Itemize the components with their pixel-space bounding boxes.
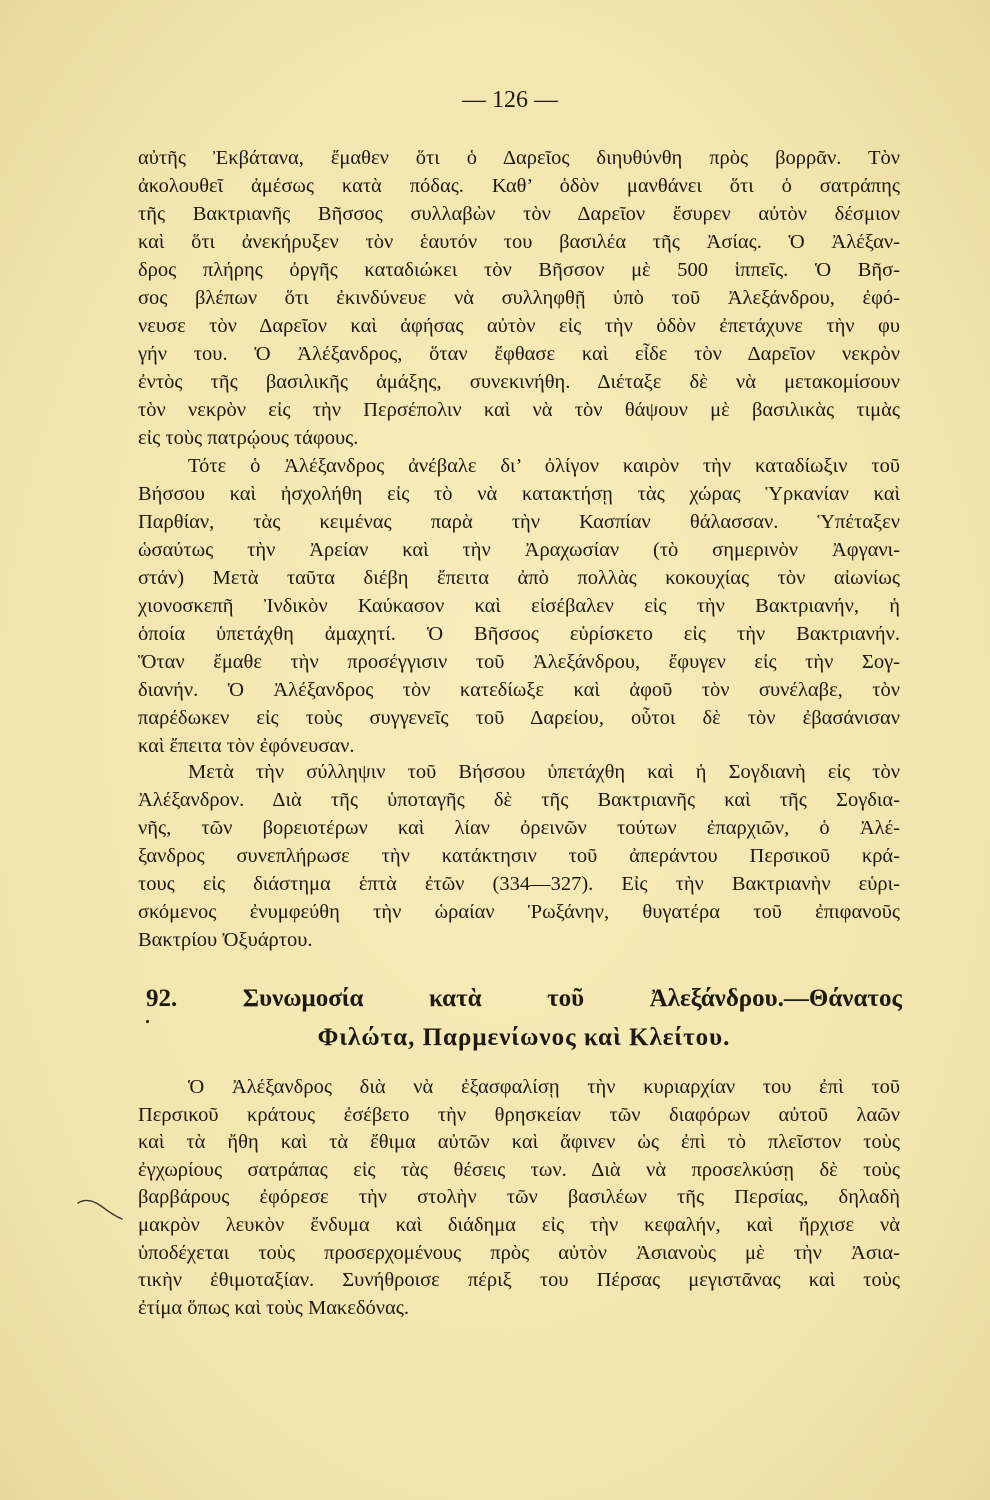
- text-line: Τότε ὁ Ἀλέξανδρος ἀνέβαλε δι’ ὀλίγον καιρὸν τὴν καταδίωξιν τοῦ: [188, 455, 900, 477]
- text-line: χιονοσκεπῆ Ἰνδικὸν Καύκασον καὶ εἰσέβαλεν εἰς τὴν Βακτριανήν, ἡ: [138, 595, 900, 617]
- text-line: ὁποία ὑπετάχθη ἀμαχητί. Ὁ Βῆσσος εὑρίσκετο εἰς τὴν Βακτριανήν.: [138, 623, 900, 645]
- text-line: νευσε τὸν Δαρεῖον καὶ ἀφήσας αὐτὸν εἰς τὴν ὁδὸν ἐπετάχυνε τὴν φυ: [138, 315, 900, 337]
- text-line: ἀκολουθεῖ ἀμέσως κατὰ πόδας. Καθ’ ὁδὸν μανθάνει ὅτι ὁ σατράπης: [138, 175, 900, 197]
- text-line: σκόμενος ἐνυμφεύθη τὴν ὡραίαν Ῥωξάνην, θυγατέρα τοῦ ἐπιφανοῦς: [138, 901, 900, 923]
- text-line: τὸν νεκρὸν εἰς τὴν Περσέπολιν καὶ νὰ τὸν θάψουν μὲ βασιλικὰς τιμὰς: [138, 399, 900, 421]
- text-line: νῆς, τῶν βορειοτέρων καὶ λίαν ὀρεινῶν τούτων ἐπαρχιῶν, ὁ Ἀλέ-: [138, 817, 900, 839]
- text-line: Περσικοῦ κράτους ἐσέβετο τὴν θρησκείαν τῶν διαφόρων αὐτοῦ λαῶν: [138, 1103, 900, 1126]
- text-line: Ἀλέξανδρον. Διὰ τῆς ὑποταγῆς δὲ τῆς Βακτριανῆς καὶ τῆς Σογδια-: [138, 789, 900, 811]
- section-heading: [146, 980, 902, 1058]
- text-line: μακρὸν λευκὸν ἔνδυμα καὶ διάδημα εἰς τὴν κεφαλήν, καὶ ἤρχισε νὰ: [138, 1213, 900, 1236]
- text-line: τικὴν ἐθιμοταξίαν. Συνήθροισε πέριξ του Πέρσας μεγιστᾶνας καὶ τοὺς: [138, 1269, 900, 1292]
- text-line: παρέδωκεν εἰς τοὺς συγγενεῖς τοῦ Δαρείου, οὗτοι δὲ τὸν ἐβασάνισαν: [138, 707, 900, 729]
- text-line: εἰς τοὺς πατρῴους τάφους.: [138, 427, 359, 449]
- text-line: ὑποδέχεται τοὺς προσερχομένους πρὸς αὐτὸν Ἀσιανοὺς μὲ τὴν Ἀσια-: [138, 1241, 900, 1264]
- text-line: αὐτῆς Ἐκβάτανα, ἔμαθεν ὅτι ὁ Δαρεῖος διηυθύνθη πρὸς βορρᾶν. Τὸν: [138, 147, 900, 169]
- text-line: βαρβάρους ἐφόρεσε τὴν στολὴν τῶν βασιλέων τῆς Περσίας, δηλαδὴ: [138, 1186, 900, 1209]
- text-line: στάν) Μετὰ ταῦτα διέβη ἔπειτα ἀπὸ πολλὰς κοκουχίας τὸν αἰωνίως: [138, 567, 900, 589]
- section-title-line-2: Φιλώτα, Παρμενίωνος καὶ Κλείτου.: [317, 1024, 731, 1051]
- text-line: Παρθίαν, τὰς κειμένας παρὰ τὴν Κασπίαν θάλασσαν. Ὑπέταξεν: [138, 511, 900, 533]
- text-line: δρος πλήρης ὀργῆς καταδιώκει τὸν Βῆσσον μὲ 500 ἱππεῖς. Ὁ Βῆσ-: [138, 259, 900, 281]
- section-title-line-1: 92. Συνωμοσία κατὰ τοῦ Ἀλεξάνδρου.—Θάνατος: [146, 985, 902, 1012]
- text-line: Ὁ Ἀλέξανδρος διὰ νὰ ἐξασφαλίσῃ τὴν κυριαρχίαν του ἐπὶ τοῦ: [188, 1076, 900, 1098]
- paragraph-2: [138, 452, 900, 760]
- text-line: Ὅταν ἔμαθε τὴν προσέγγισιν τοῦ Ἀλεξάνδρου, ἔφυγεν εἰς τὴν Σογ-: [138, 651, 900, 673]
- pen-mark-icon: [76, 1196, 124, 1222]
- text-line: ὡσαύτως τὴν Ἀρείαν καὶ τὴν Ἀραχωσίαν (τὸ σημερινὸν Ἀφγανι-: [138, 539, 900, 561]
- text-line: καὶ ἔπειτα τὸν ἐφόνευσαν.: [138, 735, 355, 757]
- text-line: καὶ ὅτι ἀνεκήρυξεν τὸν ἑαυτόν του βασιλέα τῆς Ἀσίας. Ὁ Ἀλέξαν-: [138, 231, 900, 253]
- text-line: ἐντὸς τῆς βασιλικῆς ἁμάξης, συνεκινήθη. Διέταξε δὲ νὰ μετακομίσουν: [138, 371, 900, 393]
- text-line: καὶ τὰ ἤθη καὶ τὰ ἔθιμα αὐτῶν καὶ ἄφινεν ὡς ἐπὶ τὸ πλεῖστον τοὺς: [138, 1131, 900, 1154]
- ink-dot: [146, 1020, 149, 1023]
- text-line: τῆς Βακτριανῆς Βῆσσος συλλαβὼν τὸν Δαρεῖον ἔσυρεν αὐτὸν δέσμιον: [138, 203, 900, 225]
- text-line: σος βλέπων ὅτι ἐκινδύνευε νὰ συλληφθῇ ὑπὸ τοῦ Ἀλεξάνδρου, ἐφό-: [138, 287, 900, 309]
- text-line: ἐγχωρίους σατράπας εἰς τὰς θέσεις των. Διὰ νὰ προσελκύσῃ δὲ τοὺς: [138, 1158, 900, 1181]
- text-line: Βακτρίου Ὀξυάρτου.: [138, 929, 313, 951]
- text-line: τους εἰς διάστημα ἑπτὰ ἐτῶν (334—327). Εἰς τὴν Βακτριανὴν εὑρι-: [138, 873, 900, 895]
- paragraph-1: [138, 144, 900, 452]
- page-number: — 126 —: [462, 87, 558, 113]
- paragraph-3: [138, 758, 900, 954]
- text-line: γήν του. Ὁ Ἀλέξανδρος, ὅταν ἔφθασε καὶ εἶδε τὸν Δαρεῖον νεκρὸν: [138, 343, 900, 365]
- paragraph-4: [138, 1074, 900, 1322]
- text-line: ἐτίμα ὅπως καὶ τοὺς Μακεδόνας.: [138, 1296, 410, 1319]
- text-line: ξανδρος συνεπλήρωσε τὴν κατάκτησιν τοῦ ἀπεράντου Περσικοῦ κρά-: [138, 845, 900, 867]
- text-line: διανήν. Ὁ Ἀλέξανδρος τὸν κατεδίωξε καὶ ἀφοῦ τὸν συνέλαβε, τὸν: [138, 679, 900, 701]
- text-line: Μετὰ τὴν σύλληψιν τοῦ Βήσσου ὑπετάχθη καὶ ἡ Σογδιανὴ εἰς τὸν: [188, 761, 900, 783]
- text-line: Βήσσου καὶ ἠσχολήθη εἰς τὸ νὰ κατακτήσῃ τὰς χώρας Ὑρκανίαν καὶ: [138, 483, 900, 505]
